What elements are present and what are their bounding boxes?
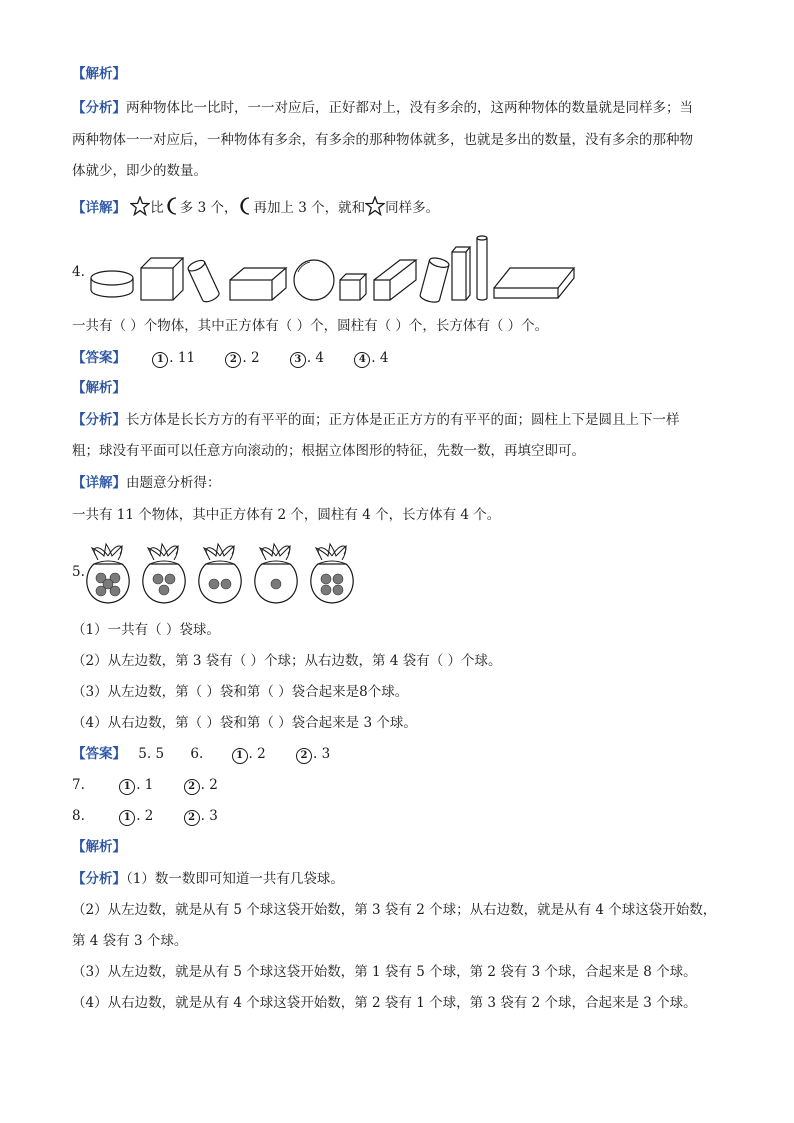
ball (221, 579, 231, 589)
q5-fenxi-line-2: （2）从左边数，就是从有 5 个球这袋开始数，第 3 袋有 2 个球；从右边数，就是从有 4 个球这袋开始数， (72, 902, 717, 918)
circled-number: 1 (119, 810, 135, 826)
answer-value: . 2 (136, 808, 154, 824)
answer-value: . 3 (313, 746, 331, 762)
ball (333, 585, 343, 595)
ball (209, 579, 219, 589)
ball-bag (87, 544, 129, 603)
ball (321, 574, 331, 584)
q5-sub4: （4）从右边数，第（ ）袋和第（ ）袋合起来是 3 个球。 (72, 715, 417, 731)
cube-shape (141, 258, 183, 300)
tilted-cylinder-shape (187, 258, 221, 304)
q4-fenxi-line-2: 粗；球没有平面可以任意方向滚动的；根据立体图形的特征，先数一数，再填空即可。 (72, 443, 585, 459)
q4-xiangjie-line-2: 一共有 11 个物体，其中正方体有 2 个，圆柱有 4 个，长方体有 4 个。 (72, 507, 501, 523)
ball (153, 574, 163, 584)
jiexi-heading-3: 【解析】 (72, 839, 126, 855)
ball (321, 585, 331, 595)
answer-value: . 11 (169, 350, 196, 366)
ball (110, 586, 120, 596)
answer-tag: 【答案】 (72, 350, 126, 366)
solid-shapes-figure (86, 232, 586, 304)
q5-sub2: （2）从左边数，第 3 袋有（ ）个球；从右边数，第 4 袋有（ ）个球。 (72, 653, 502, 669)
answer-value: . 2 (242, 350, 260, 366)
circled-number: 2 (296, 748, 312, 764)
circled-number: 3 (290, 352, 306, 368)
xiangjie-text: 由题意分析得： (126, 475, 221, 491)
star-icon (365, 196, 385, 216)
q5-number: 5. (72, 564, 85, 580)
sphere-shape (294, 260, 334, 300)
ball-bag (311, 544, 353, 603)
answer-value: . 1 (136, 777, 154, 793)
fenxi-line-2: 两种物体一一对应后，一种物体有多余，有多余的那种物体就多，也就是多出的数量，没有多余的那种物 (72, 132, 693, 148)
answer-value: . 4 (371, 350, 389, 366)
answer-number: 7. (72, 777, 85, 793)
q5-sub3: （3）从左边数，第（ ）袋和第（ ）袋合起来是8个球。 (72, 684, 409, 700)
fenxi-line-1 (72, 98, 693, 118)
q4-fenxi-line-1 (72, 410, 680, 430)
answer-value: . 3 (200, 808, 218, 824)
flat-cuboid-shape (494, 268, 574, 298)
fenxi-text: 长方体是长长方方的有平平的面；正方体是正正方方的有平平的面；圆柱上下是圆且上下一样 (126, 412, 680, 428)
ball (333, 574, 343, 584)
moon-icon (237, 196, 253, 216)
flat-cylinder-shape (91, 271, 133, 297)
q5-answer-line (72, 744, 330, 764)
q4-question: 一共有（ ）个物体，其中正方体有（ ）个，圆柱有（ ）个，长方体有（ ）个。 (72, 318, 549, 334)
q5-fenxi-line-3: 第 4 袋有 3 个球。 (72, 933, 188, 949)
moon-icon (164, 196, 180, 216)
small-cube-shape (340, 274, 366, 300)
q4-xiangjie-line-1 (72, 473, 221, 493)
answer-number: 8. (72, 808, 85, 824)
circled-number: 1 (152, 352, 168, 368)
q4-answer-line (72, 348, 388, 368)
answer-value: 5. 5 (138, 746, 165, 762)
xiangjie-tag: 【详解】 (72, 200, 126, 216)
fenxi-text: 两种物体比一比时，一一对应后，正好都对上，没有多余的，这两种物体的数量就是同样多；当 (126, 100, 693, 116)
circled-number: 4 (354, 352, 370, 368)
answer-value: . 2 (200, 777, 218, 793)
answer-value: . 2 (248, 746, 266, 762)
jiexi-heading-1: 【解析】 (72, 66, 126, 82)
q5-fenxi-line-1 (72, 869, 344, 889)
answer-number: 6. (190, 746, 204, 762)
ball (96, 586, 106, 596)
xiangjie-text-b: 多 3 个， (179, 200, 238, 216)
answer-tag: 【答案】 (72, 746, 126, 762)
xiangjie-text-c: 再加上 3 个，就和 (253, 200, 366, 216)
ball-bag (255, 544, 297, 603)
ball-bag (199, 544, 241, 603)
fenxi-tag: 【分析】 (72, 871, 126, 887)
cuboid-shape (230, 268, 286, 300)
tall-cylinder-shape (477, 236, 487, 300)
fenxi-text: （1）数一数即可知道一共有几袋球。 (126, 871, 344, 887)
circled-number: 2 (184, 810, 200, 826)
circled-number: 2 (225, 352, 241, 368)
xiangjie-text-a: 比 (150, 200, 164, 216)
jiexi-heading-2: 【解析】 (72, 380, 126, 396)
fenxi-line-3: 体就少，即少的数量。 (72, 163, 207, 179)
ball (159, 585, 169, 595)
ball (271, 579, 281, 589)
xiangjie-tag: 【详解】 (72, 475, 126, 491)
answer-7-line (72, 775, 218, 795)
q4-number: 4. (72, 264, 85, 280)
q5-fenxi-line-4: （3）从左边数，就是从有 5 个球这袋开始数，第 1 袋有 5 个球，第 2 袋有 3 个球，合起来是 8 个球。 (72, 964, 697, 980)
star-icon (130, 196, 150, 216)
xiangjie-line-1 (72, 196, 439, 218)
bag-body (311, 564, 353, 603)
tilted-cuboid-shape (374, 260, 416, 300)
circled-number: 2 (184, 779, 200, 795)
q5-fenxi-line-5: （4）从右边数，就是从有 4 个球这袋开始数，第 2 袋有 1 个球，第 3 袋有 2 个球，合起来是 3 个球。 (72, 995, 697, 1011)
circled-number: 1 (119, 779, 135, 795)
fenxi-tag: 【分析】 (72, 100, 126, 116)
xiangjie-text-d: 同样多。 (385, 200, 440, 216)
circled-number: 1 (232, 748, 248, 764)
bags-figure (86, 534, 376, 606)
ball-bag (143, 544, 185, 603)
ball (165, 574, 175, 584)
answer-value: . 4 (306, 350, 324, 366)
bag-body (143, 564, 185, 603)
tilted-cylinder-shape (419, 256, 450, 304)
answer-8-line (72, 806, 218, 826)
tall-cuboid-shape (452, 247, 470, 300)
q5-sub1: （1）一共有（ ）袋球。 (72, 622, 220, 638)
bag-body (199, 564, 241, 603)
fenxi-tag: 【分析】 (72, 412, 126, 428)
